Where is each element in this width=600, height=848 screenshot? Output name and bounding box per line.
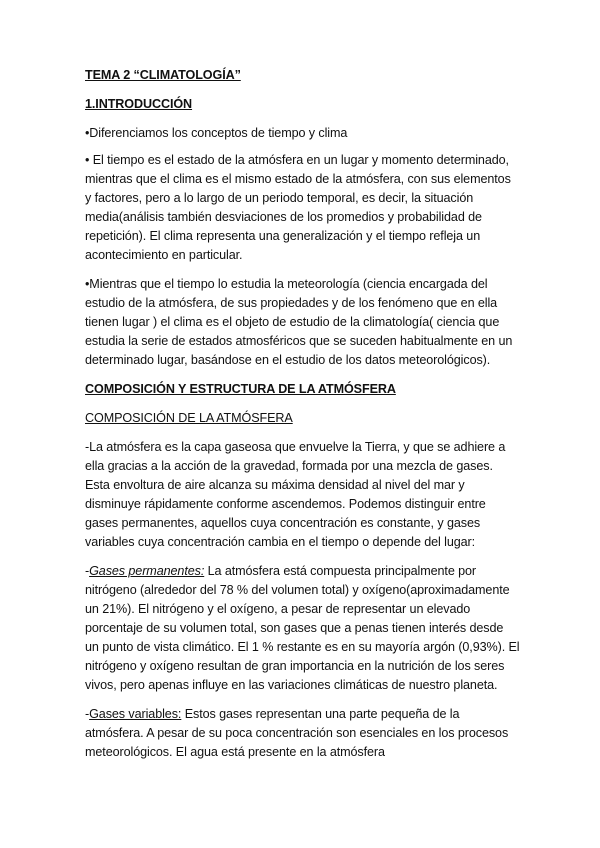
bullet-meteorologia: •Mientras que el tiempo lo estudia la meteorología (ciencia encargada del estudio de la atmósfera, de sus propiedades y de los fenómeno que en ella tienen lugar ) el clima es el objeto de estudio de la climatología( ciencia que estudia la serie de estados atmosféricos que se suceden habitualmente en un determinado lugar, basándose en el estudio de los datos meteorológicos).: [85, 277, 513, 367]
subsection-heading-composicion: COMPOSICIÓN DE LA ATMÓSFERA: [85, 411, 293, 425]
paragraph-atmosfera: -La atmósfera es la capa gaseosa que envuelve la Tierra, y que se adhiere a ella gracias a la acción de la gravedad, formada por una mezcla de gases. Esta envoltura de aire alcanza su máxima densidad al nivel del mar y disminuye rápidamente conforme ascendemos. Podemos distinguir entre gases permanentes, aquellos cuya concentración es constante, y gases variables cuya concentración cambia en el tiempo o depende del lugar:: [85, 440, 506, 549]
gases-permanentes-prefix: -: [85, 564, 90, 578]
document-title: TEMA 2 “CLIMATOLOGÍA”: [85, 68, 241, 82]
gases-permanentes-label: Gases permanentes:: [89, 564, 205, 578]
paragraph-gases-variables: [85, 705, 520, 762]
bullet-conceptos: •Diferenciamos los conceptos de tiempo y clima: [85, 126, 348, 140]
paragraph-gases-permanentes: [85, 562, 520, 695]
gases-permanentes-text: La atmósfera está compuesta principalmente por nitrógeno (alrededor del 78 % del volumen total) y oxígeno(aproximadamente un 21%). El nitrógeno y el oxígeno, a pesar de representar un elevado porcentaje de su volumen total, son gases que a penas tienen interés desde un punto de vista climático. El 1 % restante es en su mayoría argón (0,93%). El nitrógeno y oxígeno resultan de gran importancia en la nutrición de los seres vivos, pero apenas influye en las variaciones climáticas de nuestro planeta.: [85, 564, 520, 692]
gases-variables-text: Estos gases representan una parte pequeña de la atmósfera. A pesar de su poca concentración son esenciales en los procesos meteorológicos. El agua está presente en la atmósfera: [85, 707, 509, 759]
document-page: [85, 66, 520, 772]
gases-variables-prefix: -: [85, 707, 90, 721]
section-heading-composicion-estructura: COMPOSICIÓN Y ESTRUCTURA DE LA ATMÓSFERA: [85, 382, 396, 396]
bullet-tiempo-clima: • El tiempo es el estado de la atmósfera en un lugar y momento determinado, mientras que el clima es el mismo estado de la atmósfera, con sus elementos y factores, pero a lo largo de un periodo temporal, es decir, la situación media(análisis también desviaciones de los promedios y probabilidad de repetición). El clima representa una generalización y el tiempo refleja un acontecimiento en particular.: [85, 153, 511, 262]
section-heading-introduccion: 1.INTRODUCCIÓN: [85, 97, 193, 111]
gases-variables-label: Gases variables:: [89, 707, 182, 721]
